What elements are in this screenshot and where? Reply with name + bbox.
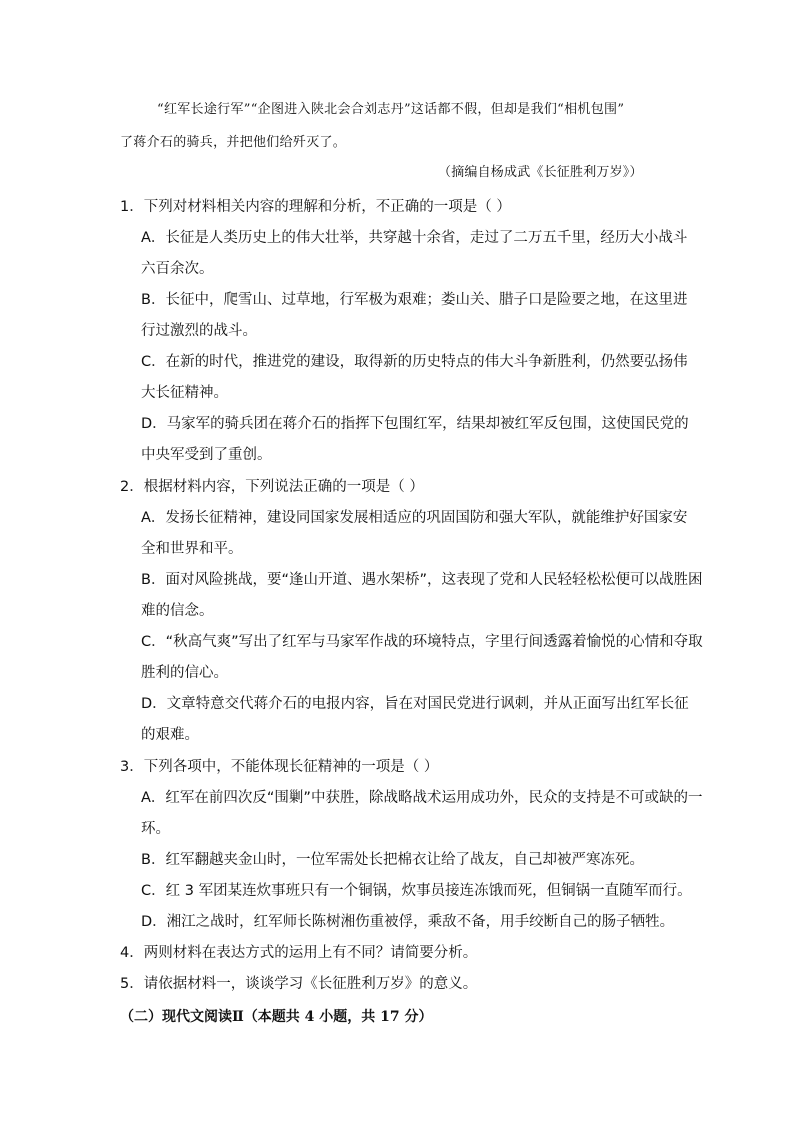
q1-option-b-line-1: B．长征中，爬雪山、过草地，行军极为艰难；娄山关、腊子口是险要之地，在这里进 <box>141 292 688 308</box>
q1-option-b-line-2: 行过激烈的战斗。 <box>141 323 257 339</box>
q1-option-a-line-1: A．长征是人类历史上的伟大壮举，共穿越十余省，走过了二万五千里，经历大小战斗 <box>141 230 688 246</box>
q3-option-c: C．红 3 军团某连炊事班只有一个铜锅，炊事员接连冻饿而死，但铜锅一直随军而行。 <box>141 883 692 899</box>
q1-option-c-line-1: C．在新的时代，推进党的建设，取得新的历史特点的伟大斗争新胜利，仍然要弘扬伟 <box>141 354 688 370</box>
question-4-stem: 4．两则材料在表达方式的运用上有不同？请简要分析。 <box>120 945 478 961</box>
q1-option-a-line-2: 六百余次。 <box>141 261 214 277</box>
q3-option-b: B．红军翻越夹金山时，一位军需处长把棉衣让给了战友，自己却被严寒冻死。 <box>141 852 644 868</box>
source-citation: （摘编自杨成武《长征胜利万岁》） <box>438 165 643 180</box>
question-5-stem: 5．请依据材料一，谈谈学习《长征胜利万岁》的意义。 <box>120 976 478 992</box>
quote-line-1: “红军长途行军”“企图进入陕北会合刘志丹”这话都不假，但却是我们“相机包围” <box>157 102 625 117</box>
question-1-stem: 1．下列对材料相关内容的理解和分析，不正确的一项是（ ） <box>120 199 511 215</box>
q2-option-c-line-2: 胜利的信心。 <box>141 665 228 681</box>
q2-option-a-line-1: A．发扬长征精神，建设同国家发展相适应的巩固国防和强大军队，就能维护好国家安 <box>141 510 688 526</box>
section-heading: （二）现代文阅读Ⅱ（本题共 4 小题，共 17 分） <box>120 1009 433 1025</box>
q2-option-b-line-1: B．面对风险挑战，要“逢山开道、遇水架桥”，这表现了党和人民轻轻松松便可以战胜困 <box>141 572 703 588</box>
question-2-stem: 2．根据材料内容，下列说法正确的一项是（ ） <box>120 479 424 495</box>
q1-option-c-line-2: 大长征精神。 <box>141 385 228 401</box>
q1-option-d-line-2: 中央军受到了重创。 <box>141 447 272 463</box>
q2-option-d-line-1: D．文章特意交代蒋介石的电报内容，旨在对国民党进行讽刺，并从正面写出红军长征 <box>141 696 689 712</box>
q2-option-a-line-2: 全和世界和平。 <box>141 541 243 557</box>
q2-option-b-line-2: 难的信念。 <box>141 603 214 619</box>
question-3-stem: 3．下列各项中，不能体现长征精神的一项是（ ） <box>120 759 439 775</box>
q2-option-d-line-2: 的艰难。 <box>141 727 199 743</box>
q1-option-d-line-1: D．马家军的骑兵团在蒋介石的指挥下包围红军，结果却被红军反包围，这使国民党的 <box>141 416 689 432</box>
q3-option-a-line-2: 环。 <box>141 821 170 837</box>
q3-option-d: D．湘江之战时，红军师长陈树湘伤重被俘，乘敌不备，用手绞断自己的肠子牺牲。 <box>141 914 675 930</box>
q3-option-a-line-1: A．红军在前四次反“围剿”中获胜，除战略战术运用成功外，民众的支持是不可或缺的一 <box>141 790 703 806</box>
quote-line-2: 了蒋介石的骑兵，并把他们给歼灭了。 <box>120 135 347 150</box>
q2-option-c-line-1: C．“秋高气爽”写出了红军与马家军作战的环境特点，字里行间透露着愉悦的心情和夺取 <box>141 634 703 650</box>
